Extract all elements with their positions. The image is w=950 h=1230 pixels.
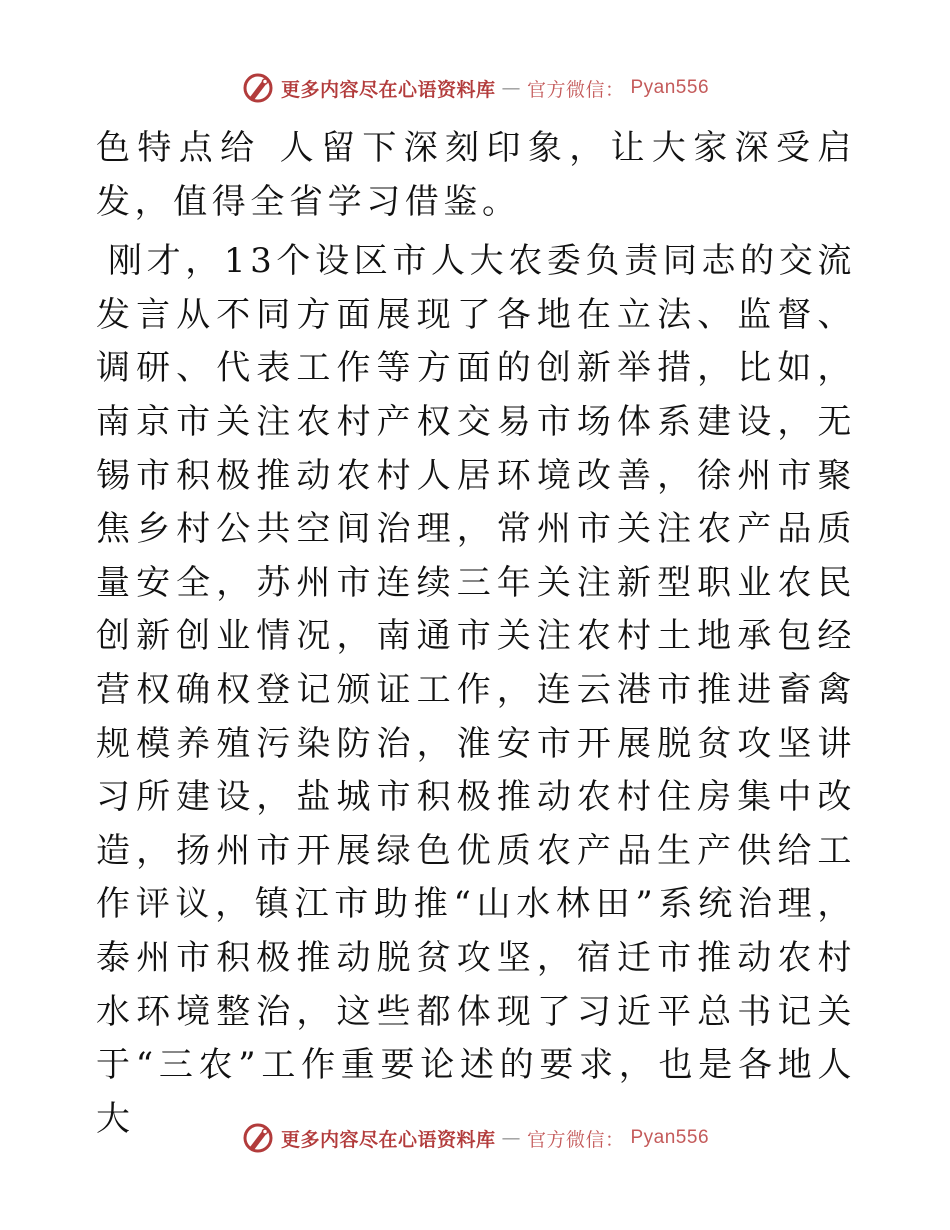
watermark-sub-text: 官方微信： [526,1128,625,1151]
paragraph-2: 刚才，13个设区市人大农委负责同志的交流发言从不同方面展现了各地在立法、监督、调研、代表工作等方面的创新举措，比如，南京市关注农村产权交易市场体系建设，无锡市积极推动农村人居环境改善，徐州市聚焦乡村公共空间治理，常州市关注农产品质量安全，苏州市连续三年关注新型职业农民创新创业情况，南通市关注农村土地承包经营权确权登记颁证工作，连云港市推进畜禽规模养殖污染防治，淮安市开展脱贫攻坚讲习所建设，盐城市积极推动农村住房集中改造，扬州市开展绿色优质农产品生产供给工作评议，镇江市助推“山水林田”系统治理，泰州市积极推动脱贫攻坚，宿迁市推动农村水环境整治，这些都体现了习近平总书记关于“三农”工作重要论述的要求，也是各地人大 [96,241,856,1139]
watermark-dash: — [501,1127,521,1149]
document-body [96,122,856,1146]
footer-watermark [0,1118,950,1158]
watermark-sub-text: 官方微信： [526,78,625,101]
header-watermark [0,68,950,108]
watermark-wechat-id: Pyan556 [630,77,710,98]
paragraph-1: 色特点给 人留下深刻印象，让大家深受启发，值得全省学习借鉴。 [96,128,856,222]
watermark-main-text: 更多内容尽在心语资料库 [280,1128,496,1151]
watermark-wechat-id: Pyan556 [630,1127,710,1148]
pen-logo-icon [241,71,275,105]
watermark-main-text: 更多内容尽在心语资料库 [280,78,496,101]
pen-logo-icon [241,1121,275,1155]
watermark-dash: — [501,77,521,99]
